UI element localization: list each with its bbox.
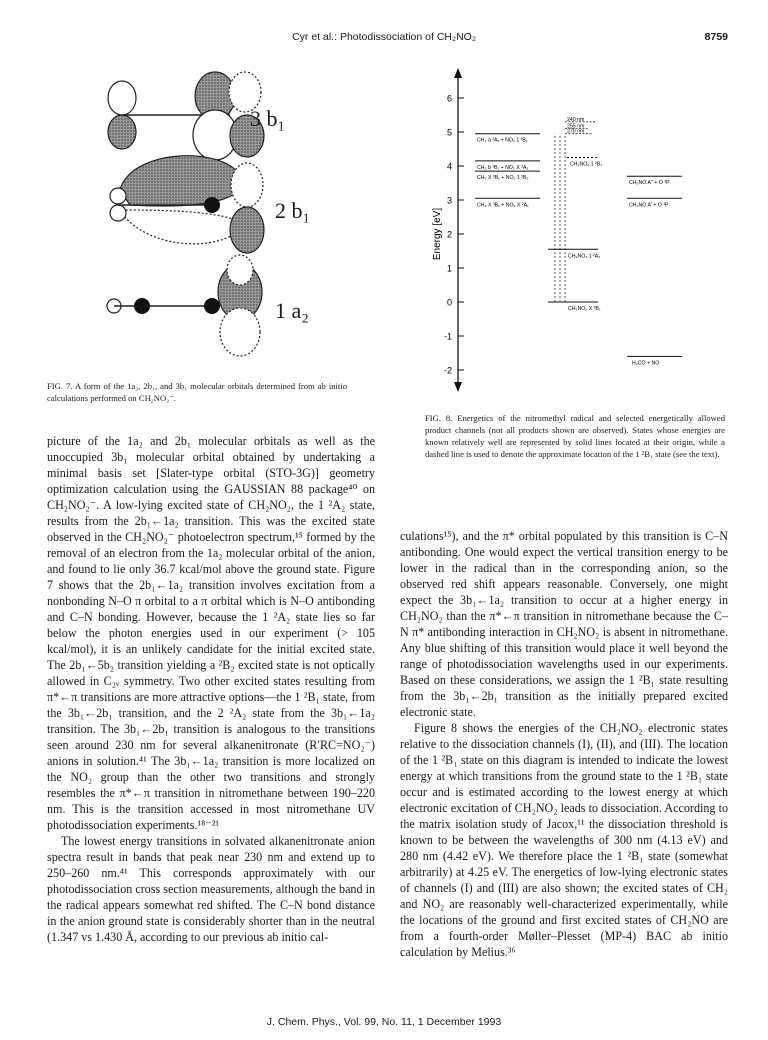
y-tick-label: 0 [446, 297, 452, 308]
energy-level-label: CH₂ X ³B₁ + NO₂ 1 ²B₂ [477, 175, 529, 182]
energy-level-label: CH₂ b ¹B₁ + NO₂ X ²A₁ [477, 164, 529, 171]
wavelength-label: 240 nm [567, 116, 585, 123]
energy-level-label: CH₂NO A' + O ³P [629, 202, 669, 209]
y-tick-label: 6 [446, 93, 452, 104]
energy-level-label: CH₂ a ¹A₁ + NO₂ 1 ²B₁ [477, 137, 528, 144]
energy-level-label: CH₂NO₂ 1 ²B₁ [570, 161, 603, 168]
energy-level-label: H₂CO + NO [632, 360, 660, 367]
y-tick-label: 4 [446, 161, 452, 172]
orbital-1a2 [107, 255, 262, 356]
figure-7-caption: FIG. 7. A form of the 1a₂, 2b₁, and 3b₁ molecular orbitals determined from ab initio calculations performed on CH₂NO₂⁻. [47, 381, 347, 403]
wavelength-label: 255 nm [567, 123, 585, 130]
wavelength-label: 270 nm [567, 128, 585, 135]
journal-footer: J. Chem. Phys., Vol. 99, No. 11, 1 December 1993 [266, 1016, 502, 1028]
figure-7 [100, 70, 340, 360]
y-tick-label: 3 [446, 195, 452, 206]
paragraph: picture of the 1a₂ and 2b₁ molecular orbitals as well as the unoccupied 3b₁ molecular orbital obtained by undertaking a minimal basis set [Slater-type orbital (STO-3G)] geometry optimization calculation using the GAUSSIAN 88 package⁴⁰ on CH₂NO₂⁻. A low-lying excited state of CH₂NO₂, the 1 ²A₂ state, results from the 2b₁←1a₂ transition. This was the excited state observed in the CH₂NO₂⁻ photoelectron spectrum,¹⁵ formed by the removal of an electron from the 1a₂ molecular orbital of the anion, and found to lie only 36.7 kcal/mol above the ground state. Figure 7 shows that the 2b₁←1a₂ transition involves excitation from a nonbonding N–O π orbital to a π orbital which is N–O antibonding and C–N bonding. However, because the 1 ²A₂ state lies so far below the photon energies used in our experiment (> 105 kcal/mol), it is an unlikely candidate for the initial excited state. The 2b₁←5b₂ transition yielding a ²B₂ excited state is not optically allowed in C₂ᵥ symmetry. Two other excited states resulting from π*←π transitions are more attractive options—the 1 ²B₁ state, from the 3b₁←2b₁ transition, and the 2 ²A₂ state from the 3b₁←1a₂ transition. The 3b₁←2b₁ transition is analogous to the transitions seen around 230 nm for several alkanenitronate (R′RC=NO₂⁻) anions in solution.⁴¹ The 3b₁←1a₂ transition is more localized on the NO₂ group than the other two transitions and strongly resembles the π*←π transition in nitromethane between 190–220 nm. This is the transition accessed in most nitromethane UV photodissociation experiments.¹⁸⁻²¹ [47, 434, 375, 832]
running-header: Cyr et al.: Photodissociation of CH₂NO₂ [292, 31, 476, 43]
energy-level-label: CH₂NO₂ 1 ²A₂ [568, 253, 601, 260]
orbital-2b1 [110, 156, 264, 253]
figure-8-caption: FIG. 8. Energetics of the nitromethyl radical and selected energetically allowed product channels (not all products shown are observed). States whose energies are known relatively well are represented by solid lines located at their origin, while a dashed line is used to denote the approximate location of the 1 ²B₁ state (see the text). [425, 413, 725, 459]
energy-level-label: CH₂NO₂ X ²B₁ [568, 306, 601, 312]
right-column [400, 528, 728, 960]
y-tick-label: 5 [446, 127, 452, 138]
left-column [47, 433, 375, 945]
figure-8 [420, 62, 720, 392]
label-2b1: 2 b₁ [275, 198, 311, 223]
paragraph: culations¹⁵), and the π* orbital populated by this transition is C–N antibonding. One would expect the vertical transition energy to be lower in the radical than in the corresponding anion, so the observed red shift appears reasonable. Conversely, one might expect the 3b₁←1a₂ transition to occur at a higher energy in CH₂NO₂ than the π*←π transition in nitromethane because the C–N π* antibonding interaction in CH₂NO₂ is absent in nitromethane. Any blue shifting of this transition would place it well beyond the range of photodissociation wavelengths used in our experiments. Based on these considerations, we assign the 1 ²B₁ state resulting from the 3b₁←2b₁ transition as the initially prepared excited electronic state. [400, 529, 728, 719]
paragraph: The lowest energy transitions in solvated alkanenitronate anion spectra result in bands that peak near 230 nm and extend up to 250–260 nm.⁴¹ This corresponds approximately with our photodissociation cross section measurements, although the band in the radical appears somewhat red shifted. The C–N bond distance in the anion ground state is considerably shorter than in the neutral (1.347 vs 1.430 Å, according to our previous ab initio cal- [47, 834, 375, 944]
energy-axis-label: Energy [eV] [432, 207, 443, 261]
page-number: 8759 [704, 31, 728, 43]
orbital-3b1 [108, 72, 264, 160]
y-tick-label: 1 [446, 263, 452, 274]
y-tick-label: -2 [443, 365, 452, 376]
label-1a2: 1 a₂ [275, 298, 309, 323]
y-tick-label: -1 [443, 331, 452, 342]
energy-level-label: CH₂ X ³B₁ + NO₂ X ²A₁ [477, 202, 529, 209]
orbital-drawings [100, 70, 270, 360]
energy-level-label: CH₂NO A'' + O ³P [629, 180, 670, 187]
y-tick-label: 2 [446, 229, 452, 240]
paragraph: Figure 8 shows the energies of the CH₂NO₂ electronic states relative to the dissociation channels (I), (II), and (III). The location of the 1 ²B₁ state on this diagram is intended to indicate the lowest energy at which transitions from the ground state to the 1 ²B₁ state occur and is estimated according to the lowest energy at which electronic excitation of CH₂NO₂ leads to dissociation. According to the matrix isolation study of Jacox,¹¹ the dissociation threshold is known to be between the wavelengths of 300 nm (4.13 eV) and 280 nm (4.42 eV). We therefore place the 1 ²B₁ state (somewhat arbitrarily) at 4.25 eV. The energetics of low-lying electronic states of channels (I) and (III) are also shown; the excited states of CH₂ and NO₂ are reasonably well-characterized experimentally, while the locations of the ground and first excited states of CH₂NO are from a fourth-order Møller–Plesset (MP-4) BAC ab initio calculation by Melius.³⁶ [400, 721, 728, 959]
label-3b1: 3 b₁ [250, 106, 286, 131]
energy-diagram [420, 62, 720, 392]
